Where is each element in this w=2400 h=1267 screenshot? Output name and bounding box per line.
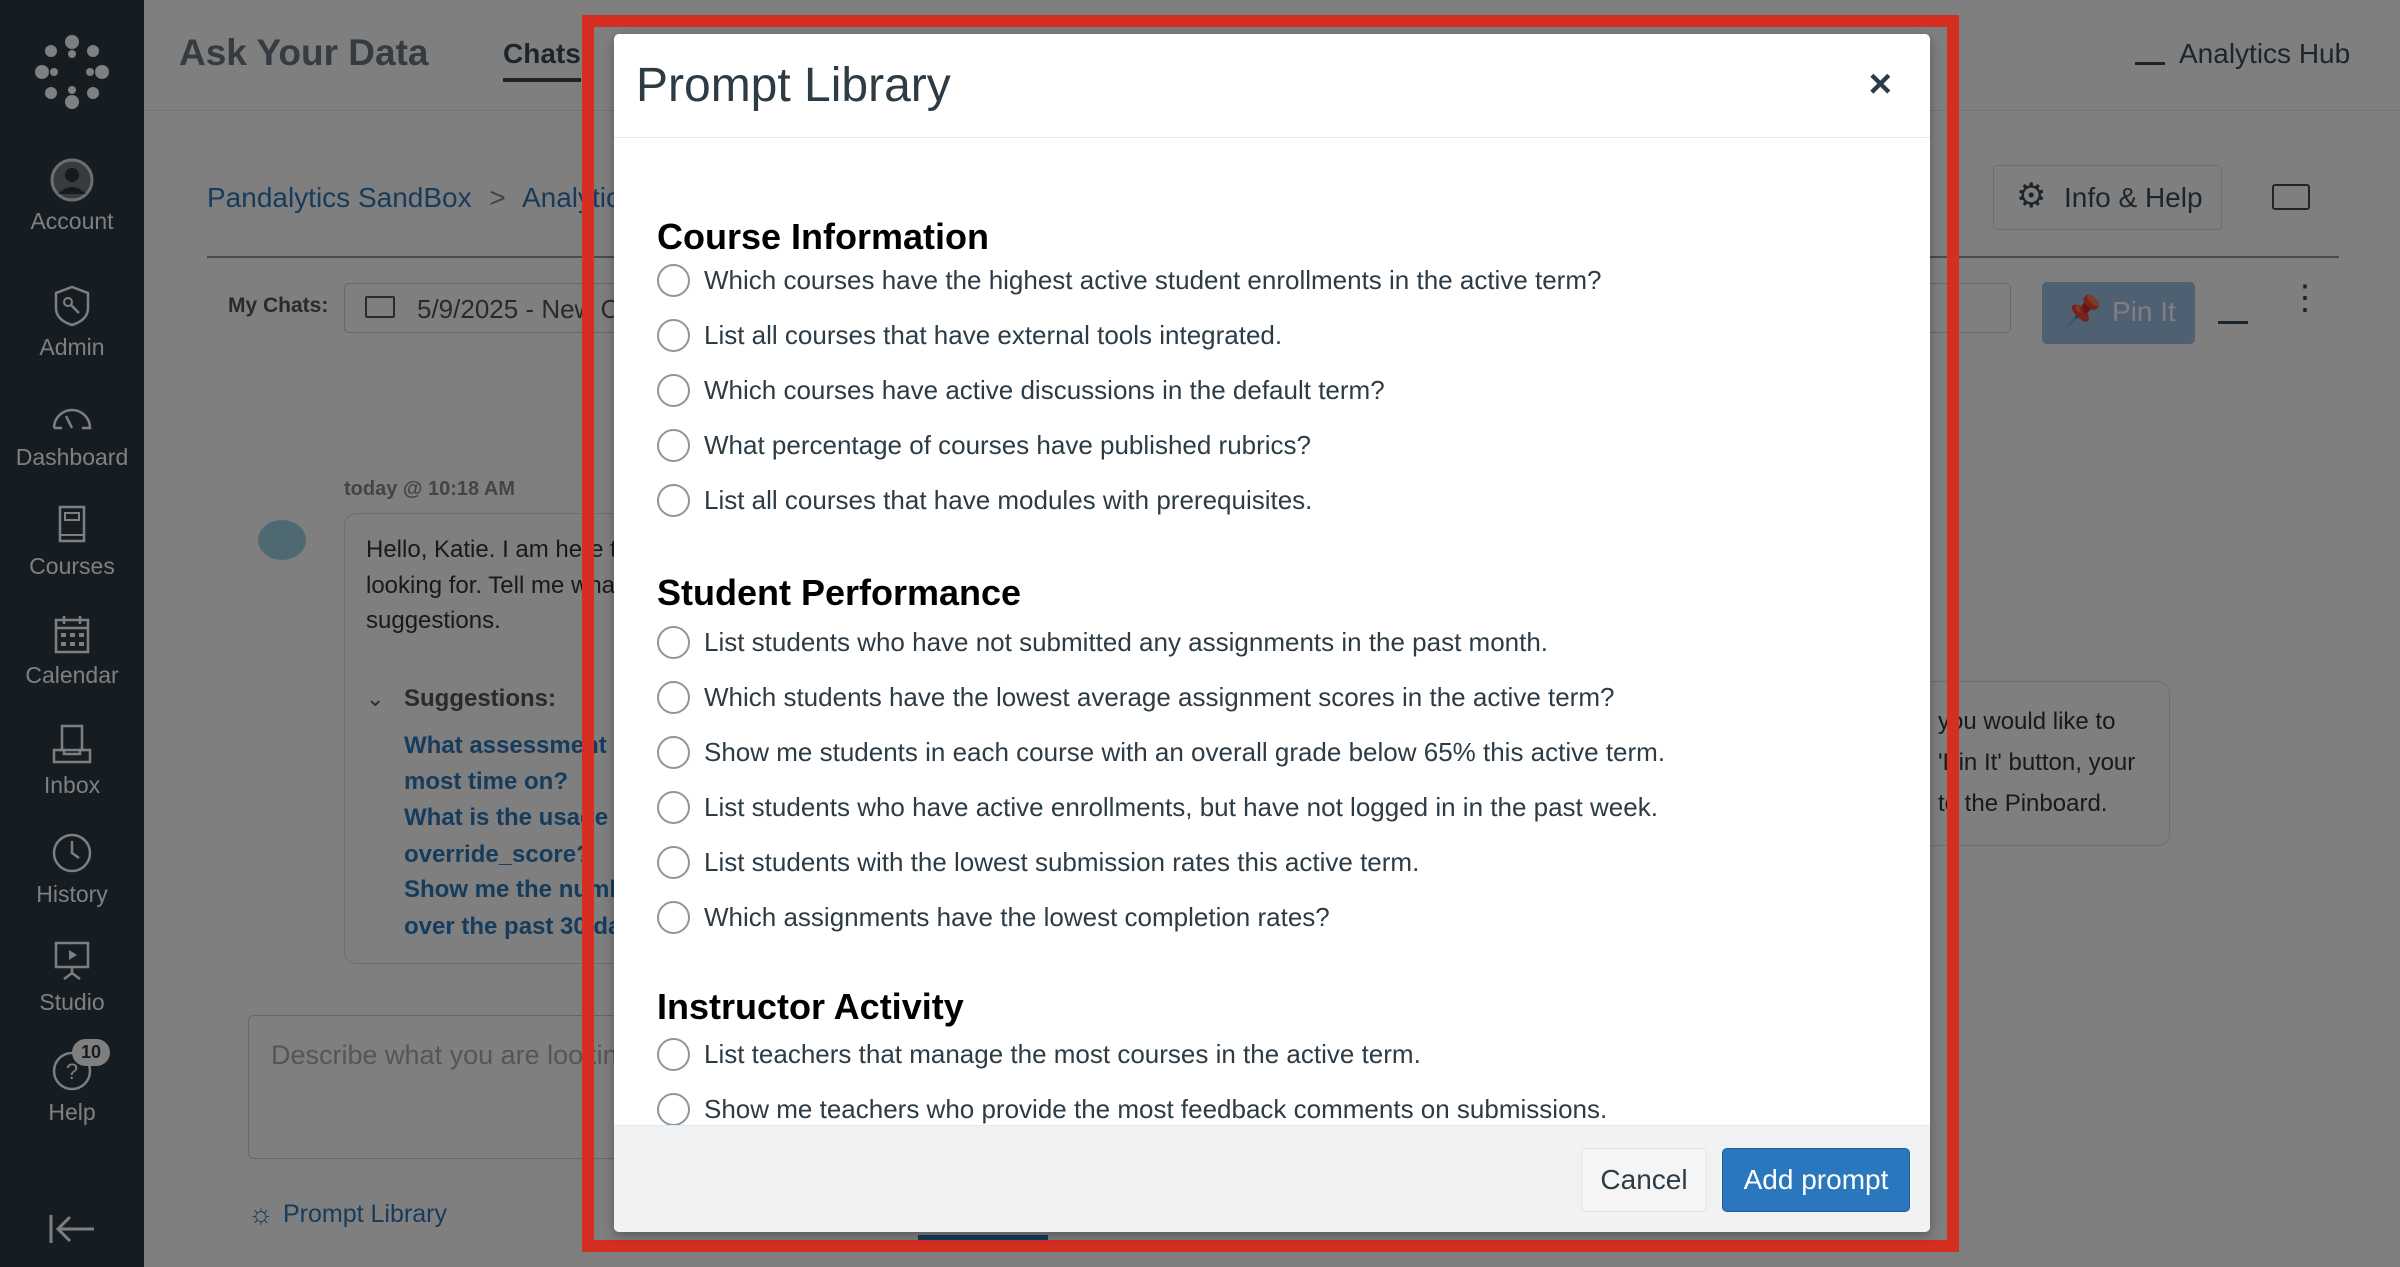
- radio-button[interactable]: [657, 374, 690, 407]
- prompt-option-label: List all courses that have modules with prerequisites.: [704, 484, 1313, 515]
- radio-button[interactable]: [657, 484, 690, 517]
- prompt-option[interactable]: [657, 480, 1312, 520]
- radio-button[interactable]: [657, 319, 690, 352]
- prompt-option[interactable]: [657, 732, 1665, 772]
- prompt-option[interactable]: [657, 622, 1548, 662]
- prompt-option-label: Show me teachers who provide the most feedback comments on submissions.: [704, 1093, 1608, 1124]
- section-heading: Course Information: [657, 216, 990, 257]
- prompt-option[interactable]: [657, 787, 1658, 827]
- radio-button[interactable]: [657, 429, 690, 462]
- prompt-option[interactable]: [657, 677, 1614, 717]
- prompt-option-label: Which courses have active discussions in the default term?: [704, 374, 1385, 405]
- prompt-option[interactable]: [657, 260, 1601, 300]
- prompt-option-label: Which students have the lowest average assignment scores in the active term?: [704, 681, 1615, 712]
- dialog-header: [614, 34, 1930, 138]
- prompt-option[interactable]: [657, 1034, 1421, 1074]
- radio-button[interactable]: [657, 264, 690, 297]
- prompt-option-label: What percentage of courses have published rubrics?: [704, 429, 1312, 460]
- dialog-footer: [614, 1125, 1930, 1232]
- prompt-option[interactable]: [657, 425, 1311, 465]
- prompt-option-label: List teachers that manage the most courses in the active term.: [704, 1038, 1421, 1069]
- radio-button[interactable]: [657, 846, 690, 879]
- prompt-option-label: List students who have active enrollments, but have not logged in in the past week.: [704, 791, 1658, 822]
- section-heading: Student Performance: [657, 572, 1022, 613]
- prompt-option[interactable]: [657, 1089, 1607, 1129]
- radio-button[interactable]: [657, 626, 690, 659]
- prompt-option-label: List all courses that have external tools integrated.: [704, 319, 1283, 350]
- prompt-option-label: List students who have not submitted any assignments in the past month.: [704, 626, 1549, 657]
- radio-button[interactable]: [657, 901, 690, 934]
- radio-button[interactable]: [657, 1038, 690, 1071]
- prompt-library-dialog: [614, 34, 1930, 1232]
- close-icon[interactable]: ×: [1868, 62, 1892, 106]
- radio-button[interactable]: [657, 736, 690, 769]
- section-heading: Instructor Activity: [657, 986, 964, 1027]
- radio-button[interactable]: [657, 791, 690, 824]
- prompt-option-label: List students with the lowest submission rates this active term.: [704, 846, 1420, 877]
- radio-button[interactable]: [657, 1093, 690, 1126]
- dialog-title: Prompt Library: [636, 59, 951, 112]
- prompt-option[interactable]: [657, 897, 1330, 937]
- radio-button[interactable]: [657, 681, 690, 714]
- prompt-option-label: Show me students in each course with an overall grade below 65% this active term.: [704, 736, 1666, 767]
- prompt-option[interactable]: [657, 315, 1282, 355]
- dialog-body[interactable]: [614, 138, 1930, 1125]
- add-prompt-button[interactable]: Add prompt: [1722, 1148, 1910, 1212]
- prompt-option-label: Which courses have the highest active student enrollments in the active term?: [704, 264, 1602, 295]
- prompt-option[interactable]: [657, 842, 1419, 882]
- cancel-button[interactable]: Cancel: [1581, 1148, 1707, 1212]
- prompt-option[interactable]: [657, 370, 1385, 410]
- prompt-option-label: Which assignments have the lowest completion rates?: [704, 901, 1330, 932]
